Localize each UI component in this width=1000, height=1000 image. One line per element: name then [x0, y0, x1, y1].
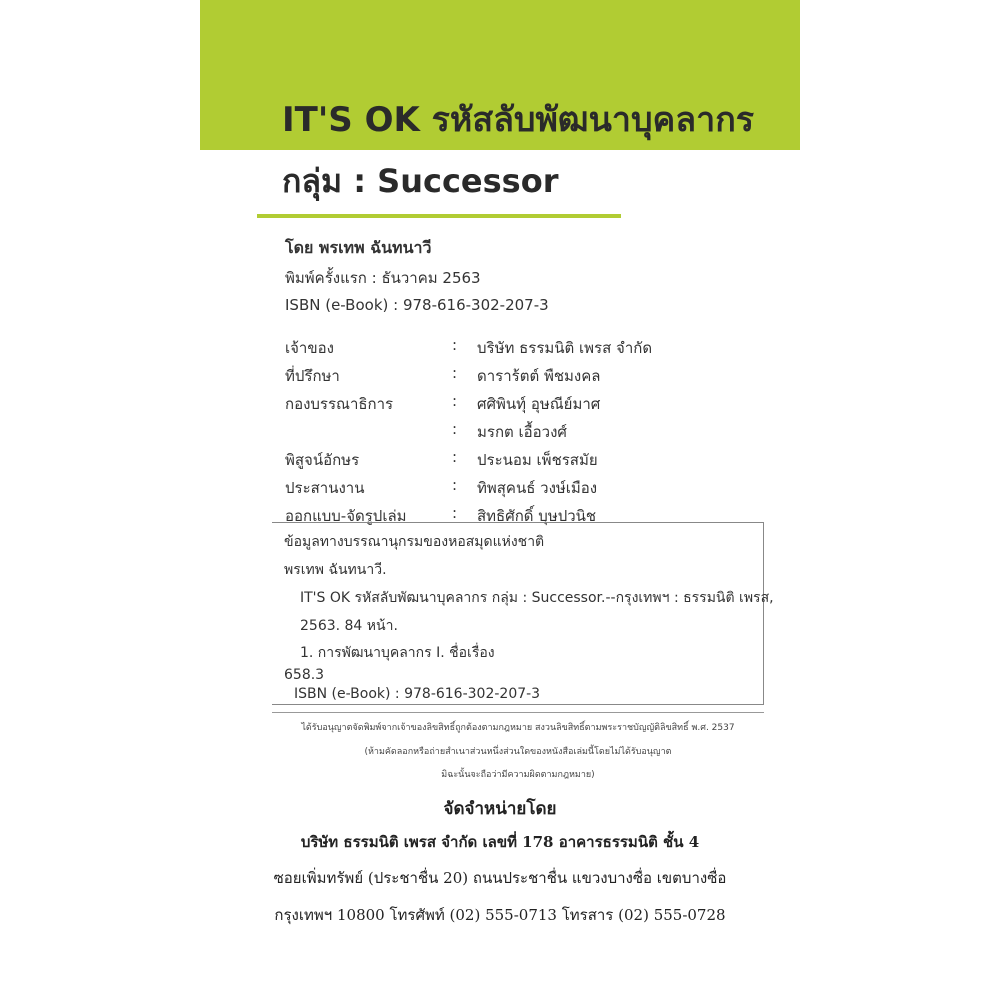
edition-line: พิมพ์ครั้งแรก : ธันวาคม 2563 — [285, 269, 481, 287]
credit-role: ที่ปรึกษา — [285, 367, 340, 385]
cip-classification: 658.3 — [284, 667, 325, 683]
copyright-warning-continued: มิฉะนั้นจะถือว่ามีความผิดตามกฎหมาย) — [441, 770, 595, 780]
cip-publication-details: 2563. 84 หน้า. — [300, 618, 398, 634]
isbn-line: ISBN (e-Book) : 978-616-302-207-3 — [285, 296, 549, 314]
cataloging-in-publication-box — [272, 522, 774, 705]
distributor-address-line: บริษัท ธรรมนิติ เพรส จำกัด เลขที่ 178 อาคารธรรมนิติ ชั้น 4 — [300, 833, 700, 851]
copyright-notice: ได้รับอนุญาตจัดพิมพ์จากเจ้าของลิขสิทธิ์ถูกต้องตามกฎหมาย สงวนลิขสิทธิ์ตามพระราชบัญญัติลิขสิทธิ์ พ.ศ. 2537 — [301, 723, 735, 733]
credit-name: สิทธิศักดิ์ บุษปวนิช — [477, 507, 597, 525]
credit-role: พิสูจน์อักษร — [285, 451, 360, 469]
copyright-divider — [272, 712, 764, 713]
credit-separator: : — [452, 504, 458, 522]
credit-role: ประสานงาน — [285, 479, 365, 497]
credit-name: ประนอม เพ็ชรสมัย — [477, 451, 598, 469]
credit-row — [285, 470, 745, 498]
credit-row — [285, 414, 745, 442]
credit-separator: : — [452, 392, 458, 410]
credit-separator: : — [452, 364, 458, 382]
credits-list — [285, 330, 745, 526]
title-underline — [257, 214, 621, 218]
credit-separator: : — [452, 448, 458, 466]
credit-name: ศศิพินทุ์ อุษณีย์มาศ — [477, 395, 601, 413]
author-line: โดย พรเทพ ฉันทนาวี — [285, 238, 432, 257]
credit-separator: : — [452, 476, 458, 494]
book-title: IT'S OK รหัสลับพัฒนาบุคลากร — [282, 100, 755, 140]
distributor-contact-line: กรุงเทพฯ 10800 โทรศัพท์ (02) 555-0713 โทรสาร (02) 555-0728 — [274, 906, 726, 924]
credit-row — [285, 442, 745, 470]
credit-role: เจ้าของ — [285, 339, 334, 357]
distributor-address-line: ซอยเพิ่มทรัพย์ (ประชาชื่น 20) ถนนประชาชื่น แขวงบางซื่อ เขตบางซื่อ — [273, 869, 727, 887]
credit-row — [285, 386, 745, 414]
credit-name: มรกต เอื้อวงศ์ — [477, 423, 567, 441]
credit-role: ออกแบบ-จัดรูปเล่ม — [285, 507, 407, 525]
credit-name: ดาราร้ตต์ พืชมงคล — [477, 367, 601, 385]
credit-separator: : — [452, 420, 458, 438]
cip-isbn: ISBN (e-Book) : 978-616-302-207-3 — [294, 686, 541, 702]
cip-title: IT'S OK รหัสลับพัฒนาบุคลากร กลุ่ม : Successor.--กรุงเทพฯ : ธรรมนิติ เพรส, — [300, 590, 774, 606]
credit-row — [285, 358, 745, 386]
distributor-heading: จัดจำหน่ายโดย — [443, 799, 557, 819]
copyright-warning: (ห้ามคัดลอกหรือถ่ายสำเนาส่วนหนึ่งส่วนใดของหนังสือเล่มนี้โดยไม่ได้รับอนุญาต — [364, 747, 672, 757]
credit-name: บริษัท ธรรมนิติ เพรส จำกัด — [477, 339, 653, 357]
credit-name: ทิพสุคนธ์ วงษ์เมือง — [477, 479, 598, 497]
book-subtitle: กลุ่ม : Successor — [282, 162, 559, 200]
cip-subject: 1. การพัฒนาบุคลากร I. ชื่อเรื่อง — [300, 645, 495, 661]
credit-separator: : — [452, 336, 458, 354]
cip-heading: ข้อมูลทางบรรณานุกรมของหอสมุดแห่งชาติ — [284, 534, 545, 550]
credit-row — [285, 330, 745, 358]
cip-author: พรเทพ ฉันทนาวี. — [284, 562, 387, 578]
credit-role: กองบรรณาธิการ — [285, 395, 394, 413]
